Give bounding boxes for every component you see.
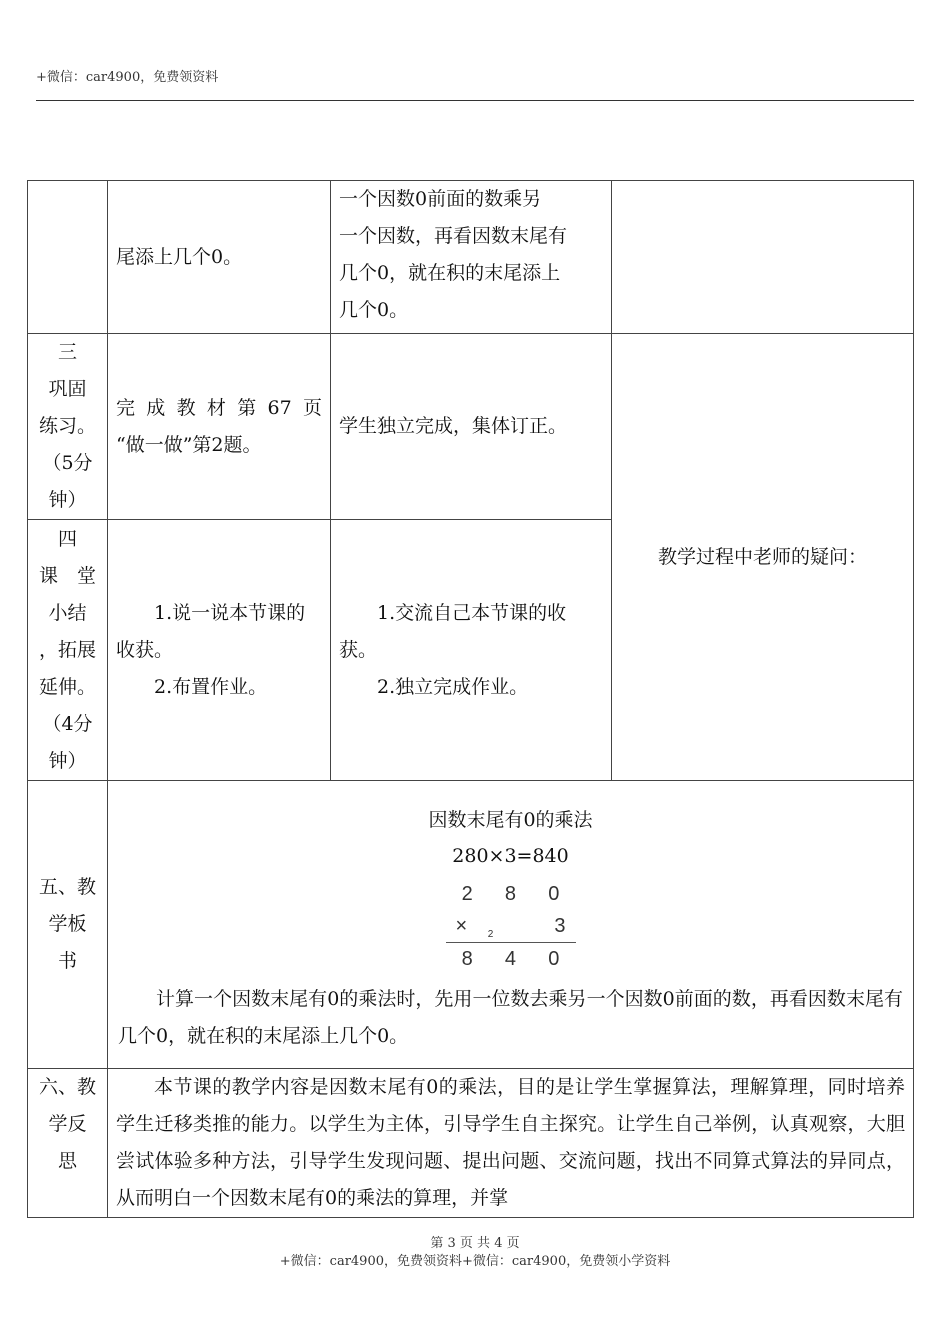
header-divider — [36, 100, 914, 101]
student-activity-line: 几个0，就在积的末尾添上 — [339, 262, 561, 284]
stage-line: 钟） — [48, 489, 87, 511]
digit: 8 — [504, 883, 517, 905]
stage-line: （5分 — [42, 452, 93, 474]
stage-line: 小结 — [48, 601, 87, 624]
stage-line: 课 堂 — [38, 564, 96, 587]
blackboard-title: 因数末尾有0的乘法 — [428, 809, 593, 831]
digit: 8 — [461, 948, 473, 970]
stage-cell-practice — [28, 334, 108, 520]
digit: 4 — [504, 948, 517, 970]
stage-line: 练习。 — [38, 415, 96, 437]
table-row-blackboard — [28, 781, 914, 1069]
stage-line: （4分 — [42, 712, 93, 735]
table-row-continued — [28, 181, 914, 334]
teacher-activity-text: 尾添上几个0。 — [116, 245, 243, 268]
table-row-practice — [28, 334, 914, 520]
teacher-activity-item: 1.说一说本节课的收获。 — [116, 601, 306, 661]
blackboard-summary: 计算一个因数末尾有0的乘法时，先用一位数去乘另一个因数0前面的数，再看因数末尾有几个0，就在积的末尾添上几个0。 — [118, 988, 903, 1047]
digit: 2 — [461, 883, 473, 905]
multiplier-row — [446, 910, 576, 942]
teacher-activity-cell — [108, 334, 331, 520]
stage-line: 学板 — [48, 913, 87, 935]
student-activity-item: 2.独立完成作业。 — [377, 675, 529, 698]
footer-watermark-text: +微信：car4900，免费领资料+微信：car4900，免费领小学资料 — [279, 1254, 671, 1269]
multiply-sign: × — [455, 915, 468, 937]
product-row — [446, 943, 576, 975]
carry-digit: 2 — [487, 929, 494, 940]
stage-line: 书 — [57, 950, 77, 972]
stage-line: 延伸。 — [38, 675, 96, 698]
teacher-activity-cell — [108, 520, 331, 781]
table-row-reflection — [28, 1069, 914, 1218]
page-number: 第 3 页 共 4 页 — [430, 1236, 520, 1251]
student-activity-line: 一个因数，再看因数末尾有 — [339, 225, 568, 247]
student-activity-text: 学生独立完成，集体订正。 — [339, 415, 568, 437]
reflection-cell — [108, 1069, 914, 1218]
notes-cell-empty — [612, 181, 914, 334]
stage-line: 钟） — [48, 749, 87, 772]
stage-line: 巩固 — [48, 378, 87, 400]
stage-line: 思 — [57, 1150, 77, 1172]
student-activity-item: 1.交流自己本节课的收获。 — [339, 601, 567, 661]
stage-cell-summary — [28, 520, 108, 781]
lesson-plan-table — [27, 180, 914, 1218]
stage-line: 四 — [57, 527, 77, 550]
header-watermark-text: +微信：car4900，免费领资料 — [36, 70, 219, 85]
stage-line: 三 — [57, 341, 77, 363]
blackboard-equation: 280×3=840 — [452, 845, 569, 867]
multiplicand-row — [446, 878, 576, 910]
student-activity-line: 几个0。 — [339, 299, 409, 321]
vertical-multiplication — [446, 878, 576, 975]
digit: 0 — [548, 883, 560, 905]
teacher-questions-label: 教学过程中老师的疑问： — [657, 545, 867, 568]
student-activity-cell — [331, 520, 612, 781]
teacher-questions-cell — [612, 334, 914, 781]
stage-line: 五、教 — [38, 876, 96, 898]
student-activity-line: 一个因数0前面的数乘另 — [339, 188, 542, 210]
stage-cell-blackboard — [28, 781, 108, 1069]
student-activity-cell — [331, 181, 612, 334]
blackboard-cell — [108, 781, 914, 1069]
digit: 3 — [554, 915, 566, 937]
stage-line: 学反 — [48, 1113, 87, 1135]
digit: 0 — [548, 948, 560, 970]
stage-line: ，拓展 — [38, 638, 96, 661]
teacher-activity-line: “做一做”第2题。 — [116, 433, 262, 456]
stage-cell-empty — [28, 181, 108, 334]
stage-line: 六、教 — [38, 1076, 96, 1098]
student-activity-cell — [331, 334, 612, 520]
reflection-text: 本节课的教学内容是因数末尾有0的乘法，目的是让学生掌握算法，理解算理，同时培养学生迁移类推的能力。以学生为主体，引导学生自主探究。让学生自己举例，认真观察，大胆尝试体验多种方法，引导学生发现问题、提出问题、交流问题，找出不同算式算法的异同点，从而明白一个因数末尾有0的乘法的算理，并掌 — [116, 1076, 905, 1209]
teacher-activity-line: 完成教材第67页 — [116, 396, 322, 419]
teacher-activity-cell — [108, 181, 331, 334]
teacher-activity-item: 2.布置作业。 — [154, 675, 268, 698]
stage-cell-reflection — [28, 1069, 108, 1218]
